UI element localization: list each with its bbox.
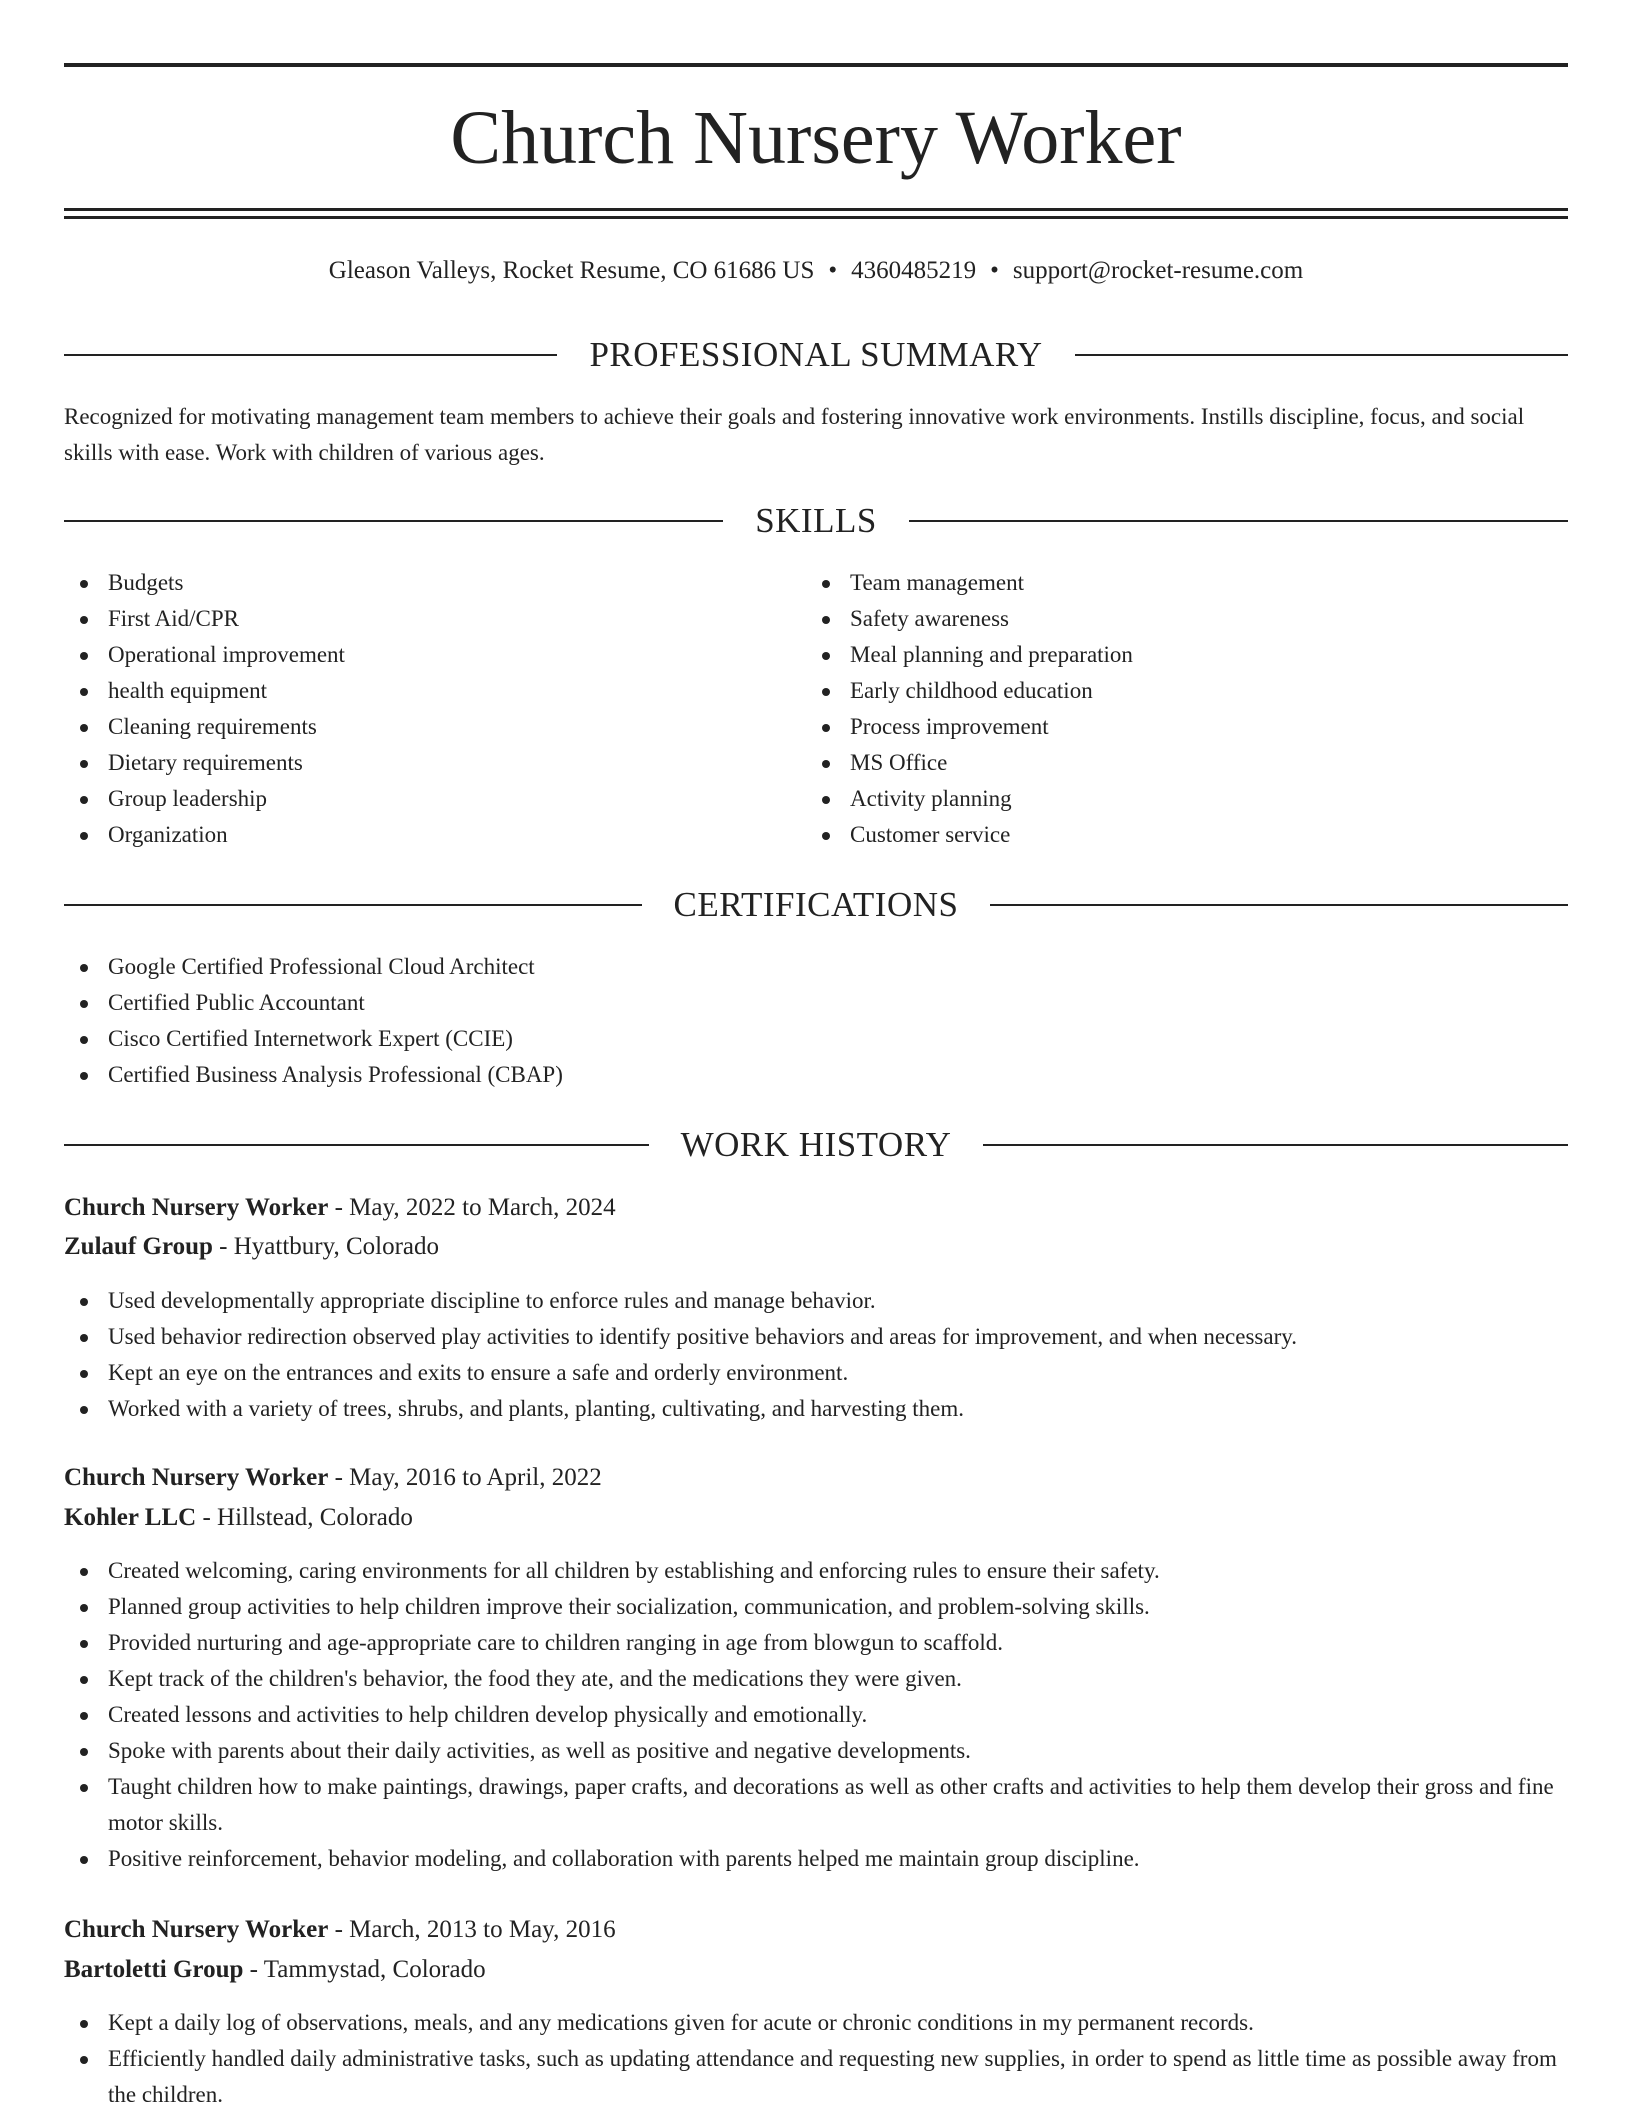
- section-title: PROFESSIONAL SUMMARY: [589, 335, 1043, 374]
- list-item: Created welcoming, caring environments for all children by establishing and enforcing rules to ensure their safety.: [64, 1553, 1568, 1589]
- summary-text: Recognized for motivating management team members to achieve their goals and fostering innovative work environments. Instills discipline, focus, and social skills with ease. Work with children of various ages.: [64, 404, 1525, 465]
- list-item: Team management: [806, 565, 1546, 601]
- resume-name: Church Nursery Worker: [450, 96, 1182, 180]
- list-item: First Aid/CPR: [64, 601, 804, 637]
- list-item: Cisco Certified Internetwork Expert (CCIE): [64, 1021, 1568, 1057]
- job-title-line: [64, 1459, 1568, 1497]
- list-item: Operational improvement: [64, 637, 804, 673]
- list-item: health equipment: [64, 673, 804, 709]
- name-underline-rule-2: [64, 216, 1568, 219]
- contact-line: [64, 254, 1568, 288]
- list-item: Customer service: [806, 817, 1546, 853]
- contact-address: Gleason Valleys, Rocket Resume, CO 61686 US: [328, 257, 815, 284]
- job-bullets: [64, 2005, 1568, 2113]
- section-heading-summary: [64, 333, 1568, 377]
- list-item: Group leadership: [64, 781, 804, 817]
- heading-rule-left: [64, 354, 557, 356]
- job-company: Bartoletti Group: [64, 1956, 244, 1983]
- job-company-line: [64, 1228, 1568, 1266]
- section-heading-work-history: [64, 1123, 1568, 1167]
- job-company-line: [64, 1499, 1568, 1537]
- list-item: Process improvement: [806, 709, 1546, 745]
- section-title: SKILLS: [755, 501, 877, 540]
- job-company: Kohler LLC: [64, 1504, 197, 1531]
- list-item: Used developmentally appropriate discipline to enforce rules and manage behavior.: [64, 1283, 1568, 1319]
- list-item: MS Office: [806, 745, 1546, 781]
- job-title-line: [64, 1189, 1568, 1227]
- contact-phone: 4360485219: [851, 257, 977, 284]
- list-item: Efficiently handled daily administrative tasks, such as updating attendance and requesting new supplies, in order to spend as little time as possible away from the children.: [64, 2041, 1568, 2113]
- name-underline-rule: [64, 208, 1568, 211]
- list-item: Worked with a variety of trees, shrubs, and plants, planting, cultivating, and harvesting them.: [64, 1391, 1568, 1427]
- job-location: - Tammystad, Colorado: [243, 1956, 486, 1983]
- list-item: Organization: [64, 817, 804, 853]
- heading-rule-left: [64, 1144, 649, 1146]
- heading-rule-right: [990, 904, 1568, 906]
- list-item: Certified Public Accountant: [64, 985, 1568, 1021]
- list-item: Created lessons and activities to help children develop physically and emotionally.: [64, 1697, 1568, 1733]
- list-item: Google Certified Professional Cloud Architect: [64, 949, 1568, 985]
- job-title: Church Nursery Worker: [64, 1194, 329, 1221]
- heading-rule-right: [983, 1144, 1568, 1146]
- list-item: Activity planning: [806, 781, 1546, 817]
- contact-separator: •: [828, 257, 838, 284]
- contact-separator: •: [990, 257, 999, 284]
- list-item: Kept a daily log of observations, meals, and any medications given for acute or chronic conditions in my permanent records.: [64, 2005, 1568, 2041]
- list-item: Certified Business Analysis Professional (CBAP): [64, 1057, 1568, 1093]
- section-heading-certifications: [64, 883, 1568, 927]
- list-item: Kept track of the children's behavior, the food they ate, and the medications they were given.: [64, 1661, 1568, 1697]
- skills-list-right: [806, 565, 1546, 853]
- list-item: Budgets: [64, 565, 804, 601]
- job-bullets: [64, 1553, 1568, 1877]
- contact-email: support@rocket-resume.com: [1012, 257, 1304, 284]
- section-title: CERTIFICATIONS: [673, 885, 959, 924]
- job-location: - Hillstead, Colorado: [196, 1504, 413, 1531]
- job-company: Zulauf Group: [64, 1233, 213, 1260]
- heading-rule-right: [909, 520, 1568, 522]
- list-item: Taught children how to make paintings, drawings, paper crafts, and decorations as well as other crafts and activities to help them develop their gross and fine motor skills.: [64, 1769, 1568, 1841]
- job-location: - Hyattbury, Colorado: [212, 1233, 440, 1260]
- certifications-list: [64, 949, 1568, 1093]
- job-dates: - May, 2016 to April, 2022: [328, 1464, 602, 1491]
- skills-list-left: [64, 565, 804, 853]
- section-title: WORK HISTORY: [680, 1125, 952, 1164]
- list-item: Positive reinforcement, behavior modeling, and collaboration with parents helped me maintain group discipline.: [64, 1841, 1568, 1877]
- job-title: Church Nursery Worker: [64, 1464, 329, 1491]
- top-rule: [64, 63, 1568, 67]
- job-title-line: [64, 1911, 1568, 1949]
- heading-rule-left: [64, 520, 723, 522]
- heading-rule-left: [64, 904, 642, 906]
- section-heading-skills: [64, 499, 1568, 543]
- heading-rule-right: [1075, 354, 1568, 356]
- job-title: Church Nursery Worker: [64, 1916, 329, 1943]
- list-item: Cleaning requirements: [64, 709, 804, 745]
- list-item: Early childhood education: [806, 673, 1546, 709]
- list-item: Meal planning and preparation: [806, 637, 1546, 673]
- list-item: Dietary requirements: [64, 745, 804, 781]
- job-dates: - May, 2022 to March, 2024: [328, 1194, 616, 1221]
- job-bullets: [64, 1283, 1568, 1427]
- list-item: Planned group activities to help children improve their socialization, communication, and problem-solving skills.: [64, 1589, 1568, 1625]
- list-item: Used behavior redirection observed play activities to identify positive behaviors and areas for improvement, and when necessary.: [64, 1319, 1568, 1355]
- list-item: Provided nurturing and age-appropriate care to children ranging in age from blowgun to scaffold.: [64, 1625, 1568, 1661]
- job-company-line: [64, 1951, 1568, 1989]
- list-item: Safety awareness: [806, 601, 1546, 637]
- list-item: Kept an eye on the entrances and exits to ensure a safe and orderly environment.: [64, 1355, 1568, 1391]
- job-dates: - March, 2013 to May, 2016: [328, 1916, 616, 1943]
- list-item: Spoke with parents about their daily activities, as well as positive and negative developments.: [64, 1733, 1568, 1769]
